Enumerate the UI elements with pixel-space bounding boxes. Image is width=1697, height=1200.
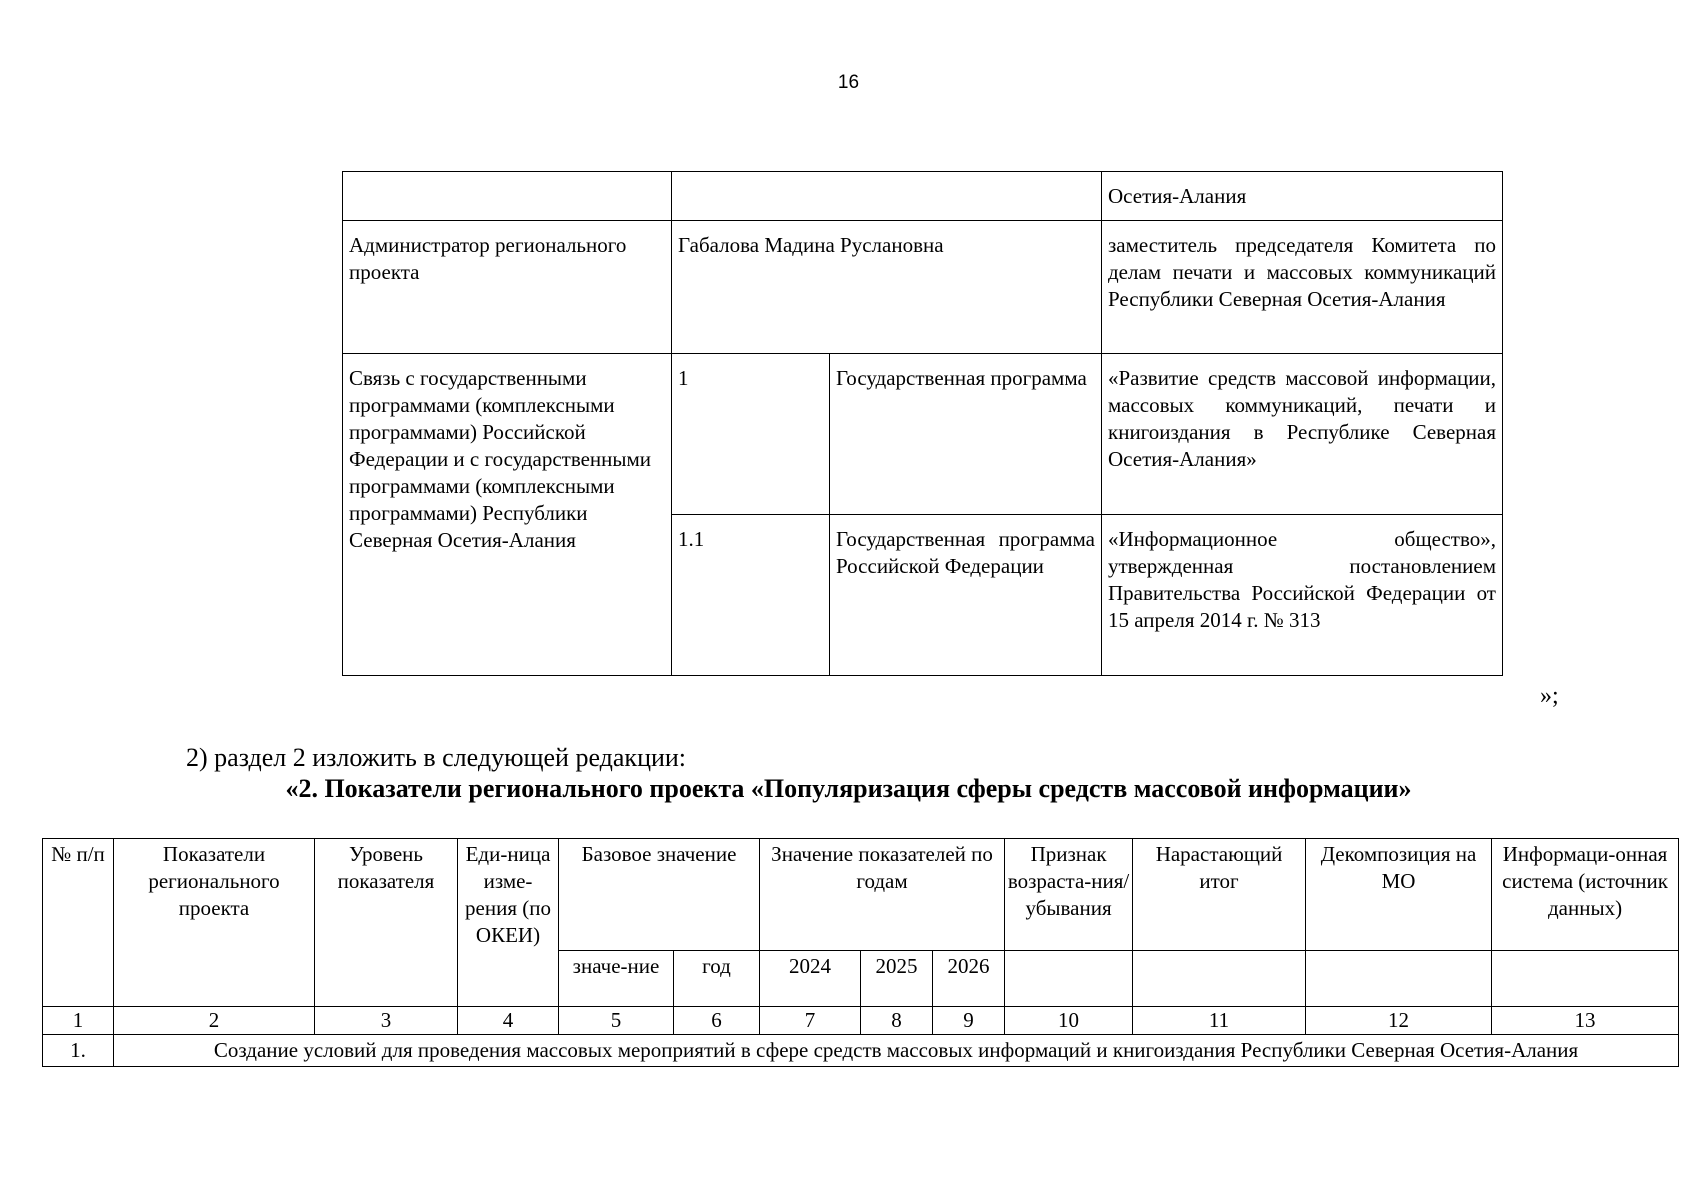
- column-number: 13: [1492, 1007, 1679, 1035]
- link-name: «Развитие средств массовой информации, массовых коммуникаций, печати и книгоиздания в Республике Северная Осетия-Алания»: [1102, 354, 1503, 515]
- header-indicators: Показатели регионального проекта: [114, 839, 315, 1007]
- indicators-header-row-1: [43, 839, 1679, 951]
- header-values-by-year: Значение показателей по годам: [760, 839, 1005, 951]
- column-number: 8: [861, 1007, 933, 1035]
- column-number: 6: [674, 1007, 760, 1035]
- passport-table: [342, 171, 1503, 676]
- passport-cell-empty: [343, 172, 672, 221]
- link-type: Государственная программа: [830, 354, 1102, 515]
- header-year-2026: 2026: [933, 951, 1005, 1007]
- column-number: 2: [114, 1007, 315, 1035]
- header-empty: [1133, 951, 1306, 1007]
- row-section-title: Создание условий для проведения массовых мероприятий в сфере средств массовых информаций и книгоиздания Республики Северная Осетия-Алания: [114, 1035, 1679, 1067]
- passport-cell-empty: [672, 172, 1102, 221]
- header-sign: Признак возраста-ния/ убывания: [1005, 839, 1133, 951]
- table-row: [43, 1035, 1679, 1067]
- admin-label: Администратор регионального проекта: [343, 221, 672, 354]
- header-base-value: значе-ние: [559, 951, 674, 1007]
- passport-row-region: [343, 172, 1503, 221]
- column-number: 1: [43, 1007, 114, 1035]
- section-heading: «2. Показатели регионального проекта «Популяризация сферы средств массовой информации»: [285, 774, 1412, 803]
- passport-row-admin: [343, 221, 1503, 354]
- column-number: 5: [559, 1007, 674, 1035]
- column-number: 10: [1005, 1007, 1133, 1035]
- header-num: № п/п: [43, 839, 114, 1007]
- link-num: 1.1: [672, 515, 830, 676]
- header-empty: [1306, 951, 1492, 1007]
- header-base-year: год: [674, 951, 760, 1007]
- section-intro: 2) раздел 2 изложить в следующей редакции:: [186, 743, 687, 772]
- passport-cell-region: Осетия-Алания: [1102, 172, 1503, 221]
- links-label: Связь с государственными программами (комплексными программами) Российской Федерации и с государственными программами (комплексными программами) Республики Северная Осетия-Алания: [343, 354, 672, 676]
- header-info-system: Информаци-онная система (источник данных): [1492, 839, 1679, 951]
- column-number: 11: [1133, 1007, 1306, 1035]
- closing-quote: »;: [1540, 683, 1559, 709]
- admin-name: Габалова Мадина Руслановна: [672, 221, 1102, 354]
- header-year-2024: 2024: [760, 951, 861, 1007]
- header-empty: [1492, 951, 1679, 1007]
- admin-position: заместитель председателя Комитета по делам печати и массовых коммуникаций Республики Северная Осетия-Алания: [1102, 221, 1503, 354]
- link-num: 1: [672, 354, 830, 515]
- column-number: 4: [458, 1007, 559, 1035]
- header-decomposition: Декомпозиция на МО: [1306, 839, 1492, 951]
- header-cumulative: Нарастающий итог: [1133, 839, 1306, 951]
- column-number: 9: [933, 1007, 1005, 1035]
- column-numbers-row: [43, 1007, 1679, 1035]
- header-unit: Еди-ница изме-рения (по ОКЕИ): [458, 839, 559, 1007]
- row-number: 1.: [43, 1035, 114, 1067]
- passport-row-link-1: [343, 354, 1503, 515]
- page-number: 16: [837, 72, 860, 93]
- header-base: Базовое значение: [559, 839, 760, 951]
- indicators-table: [42, 838, 1679, 1067]
- header-year-2025: 2025: [861, 951, 933, 1007]
- header-level: Уровень показателя: [315, 839, 458, 1007]
- column-number: 7: [760, 1007, 861, 1035]
- column-number: 12: [1306, 1007, 1492, 1035]
- link-type: Государственная программа Российской Федерации: [830, 515, 1102, 676]
- link-name: «Информационное общество», утвержденная постановлением Правительства Российской Федерации от 15 апреля 2014 г. № 313: [1102, 515, 1503, 676]
- column-number: 3: [315, 1007, 458, 1035]
- header-empty: [1005, 951, 1133, 1007]
